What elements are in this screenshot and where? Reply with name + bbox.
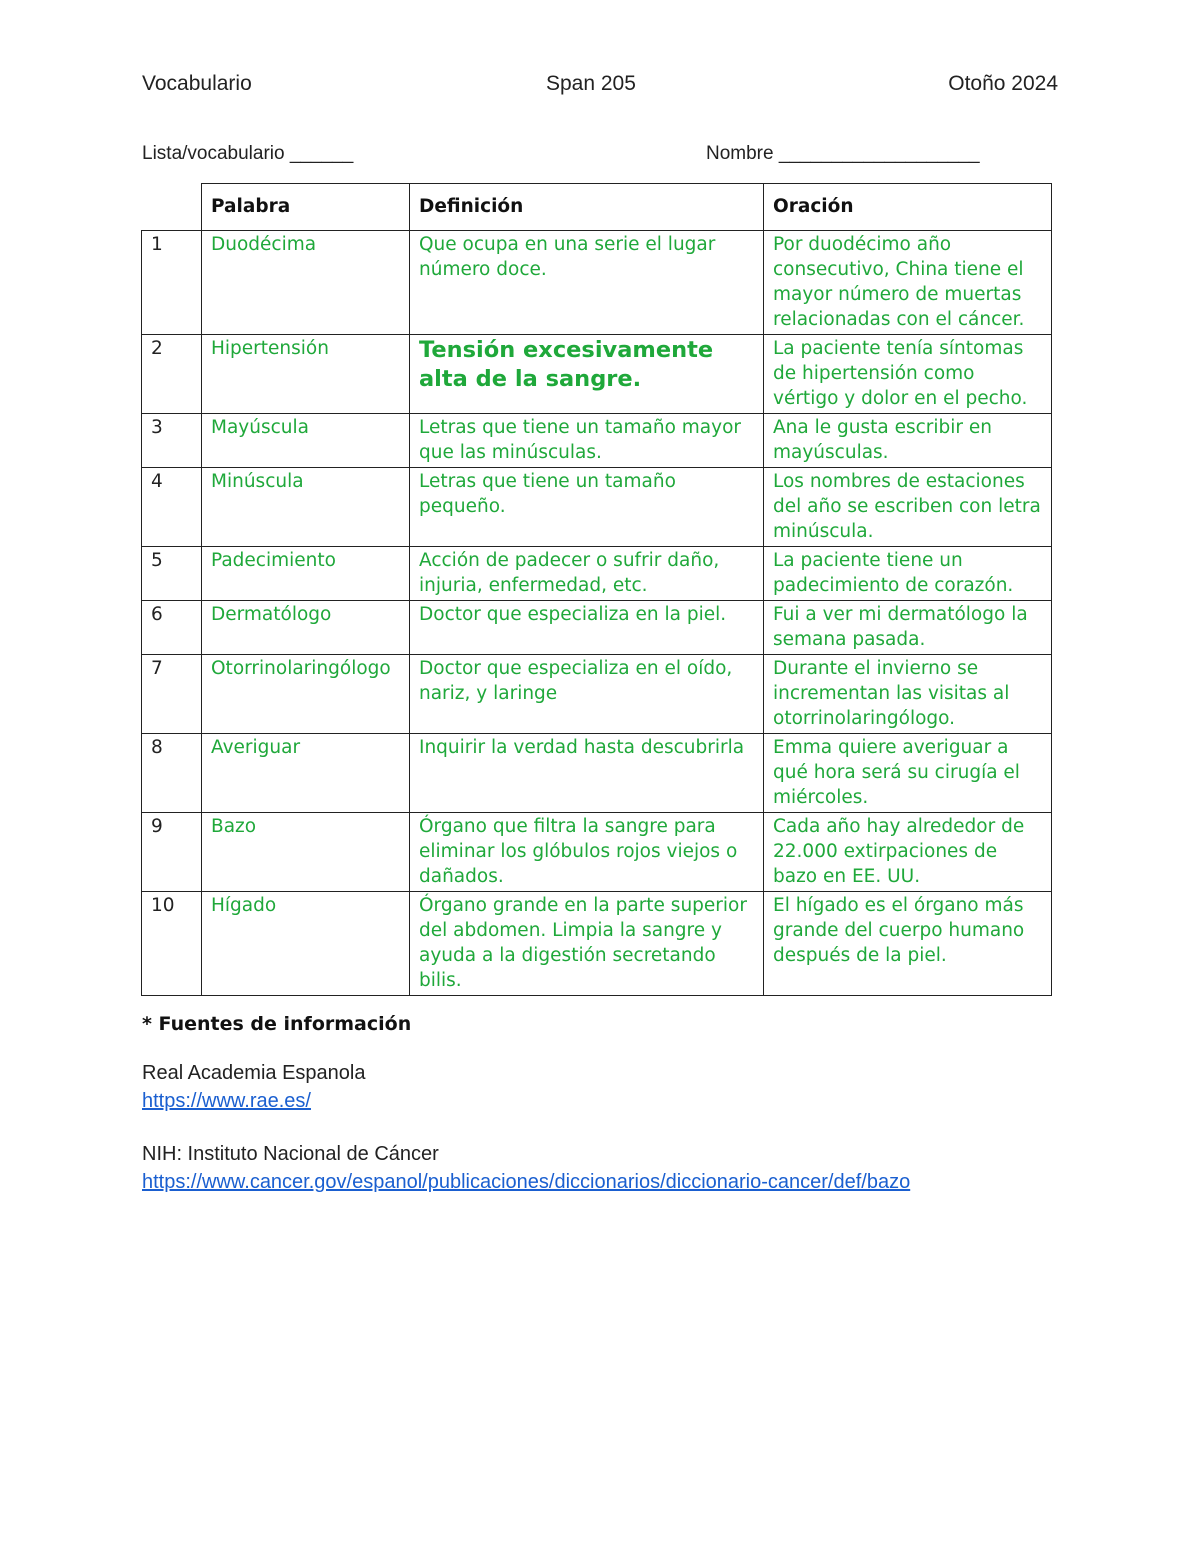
row-number: 7 bbox=[142, 655, 202, 734]
source-name-rae: Real Academia Espanola bbox=[142, 1062, 366, 1084]
row-sentence: El hígado es el órgano más grande del cuerpo humano después de la piel. bbox=[764, 892, 1052, 996]
row-definition: Letras que tiene un tamaño pequeño. bbox=[410, 468, 764, 547]
table-row bbox=[142, 231, 1052, 335]
row-sentence: La paciente tenía síntomas de hipertensión como vértigo y dolor en el pecho. bbox=[764, 335, 1052, 414]
table-row bbox=[142, 892, 1052, 996]
source-link-rae-wrap bbox=[142, 1090, 311, 1113]
row-number: 5 bbox=[142, 547, 202, 601]
row-sentence: Durante el invierno se incrementan las visitas al otorrinolaringólogo. bbox=[764, 655, 1052, 734]
table-row bbox=[142, 468, 1052, 547]
source-name-nih: NIH: Instituto Nacional de Cáncer bbox=[142, 1143, 439, 1165]
row-word: Hipertensión bbox=[202, 335, 410, 414]
row-word: Duodécima bbox=[202, 231, 410, 335]
header-definicion: Definición bbox=[410, 184, 764, 231]
table-row bbox=[142, 655, 1052, 734]
source-link-nih-wrap bbox=[142, 1171, 910, 1194]
vocabulary-table bbox=[141, 183, 1052, 996]
row-definition: Que ocupa en una serie el lugar número doce. bbox=[410, 231, 764, 335]
table-header-row bbox=[142, 184, 1052, 231]
row-number: 8 bbox=[142, 734, 202, 813]
row-number: 4 bbox=[142, 468, 202, 547]
row-sentence: Cada año hay alrededor de 22.000 extirpaciones de bazo en EE. UU. bbox=[764, 813, 1052, 892]
table-row bbox=[142, 414, 1052, 468]
row-sentence: Fui a ver mi dermatólogo la semana pasada. bbox=[764, 601, 1052, 655]
table-row bbox=[142, 601, 1052, 655]
row-number: 1 bbox=[142, 231, 202, 335]
row-word: Bazo bbox=[202, 813, 410, 892]
header-term: Otoño 2024 bbox=[948, 72, 1058, 95]
row-word: Dermatólogo bbox=[202, 601, 410, 655]
row-definition: Acción de padecer o sufrir daño, injuria, enfermedad, etc. bbox=[410, 547, 764, 601]
header-palabra: Palabra bbox=[202, 184, 410, 231]
row-word: Otorrinolaringólogo bbox=[202, 655, 410, 734]
row-sentence: Por duodécimo año consecutivo, China tiene el mayor número de muertas relacionadas con el cáncer. bbox=[764, 231, 1052, 335]
header-oracion: Oración bbox=[764, 184, 1052, 231]
row-definition: Letras que tiene un tamaño mayor que las minúsculas. bbox=[410, 414, 764, 468]
header-course-code: Span 205 bbox=[546, 72, 636, 95]
row-definition: Inquirir la verdad hasta descubrirla bbox=[410, 734, 764, 813]
row-word: Minúscula bbox=[202, 468, 410, 547]
row-definition: Doctor que especializa en el oído, nariz, y laringe bbox=[410, 655, 764, 734]
row-definition: Órgano grande en la parte superior del abdomen. Limpia la sangre y ayuda a la digestión secretando bilis. bbox=[410, 892, 764, 996]
row-number: 10 bbox=[142, 892, 202, 996]
row-number: 6 bbox=[142, 601, 202, 655]
row-word: Hígado bbox=[202, 892, 410, 996]
row-number: 9 bbox=[142, 813, 202, 892]
table-row bbox=[142, 734, 1052, 813]
row-sentence: Ana le gusta escribir en mayúsculas. bbox=[764, 414, 1052, 468]
table-row bbox=[142, 335, 1052, 414]
header-course-type: Vocabulario bbox=[142, 72, 252, 95]
row-word: Averiguar bbox=[202, 734, 410, 813]
row-sentence: La paciente tiene un padecimiento de corazón. bbox=[764, 547, 1052, 601]
row-word: Mayúscula bbox=[202, 414, 410, 468]
name-label: Nombre ___________________ bbox=[706, 143, 980, 164]
row-sentence: Emma quiere averiguar a qué hora será su cirugía el miércoles. bbox=[764, 734, 1052, 813]
row-word: Padecimiento bbox=[202, 547, 410, 601]
row-definition: Doctor que especializa en la piel. bbox=[410, 601, 764, 655]
header-blank-cell bbox=[142, 184, 202, 231]
sources-title: * Fuentes de información bbox=[142, 1013, 412, 1035]
table-row bbox=[142, 813, 1052, 892]
source-link-rae[interactable]: https://www.rae.es/ bbox=[142, 1090, 311, 1112]
row-definition: Tensión excesivamente alta de la sangre. bbox=[410, 335, 764, 414]
table-row bbox=[142, 547, 1052, 601]
row-number: 2 bbox=[142, 335, 202, 414]
list-label: Lista/vocabulario ______ bbox=[142, 143, 354, 164]
row-definition: Órgano que filtra la sangre para eliminar los glóbulos rojos viejos o dañados. bbox=[410, 813, 764, 892]
row-number: 3 bbox=[142, 414, 202, 468]
row-sentence: Los nombres de estaciones del año se escriben con letra minúscula. bbox=[764, 468, 1052, 547]
source-link-nih[interactable]: https://www.cancer.gov/espanol/publicaciones/diccionarios/diccionario-cancer/def/bazo bbox=[142, 1171, 911, 1193]
